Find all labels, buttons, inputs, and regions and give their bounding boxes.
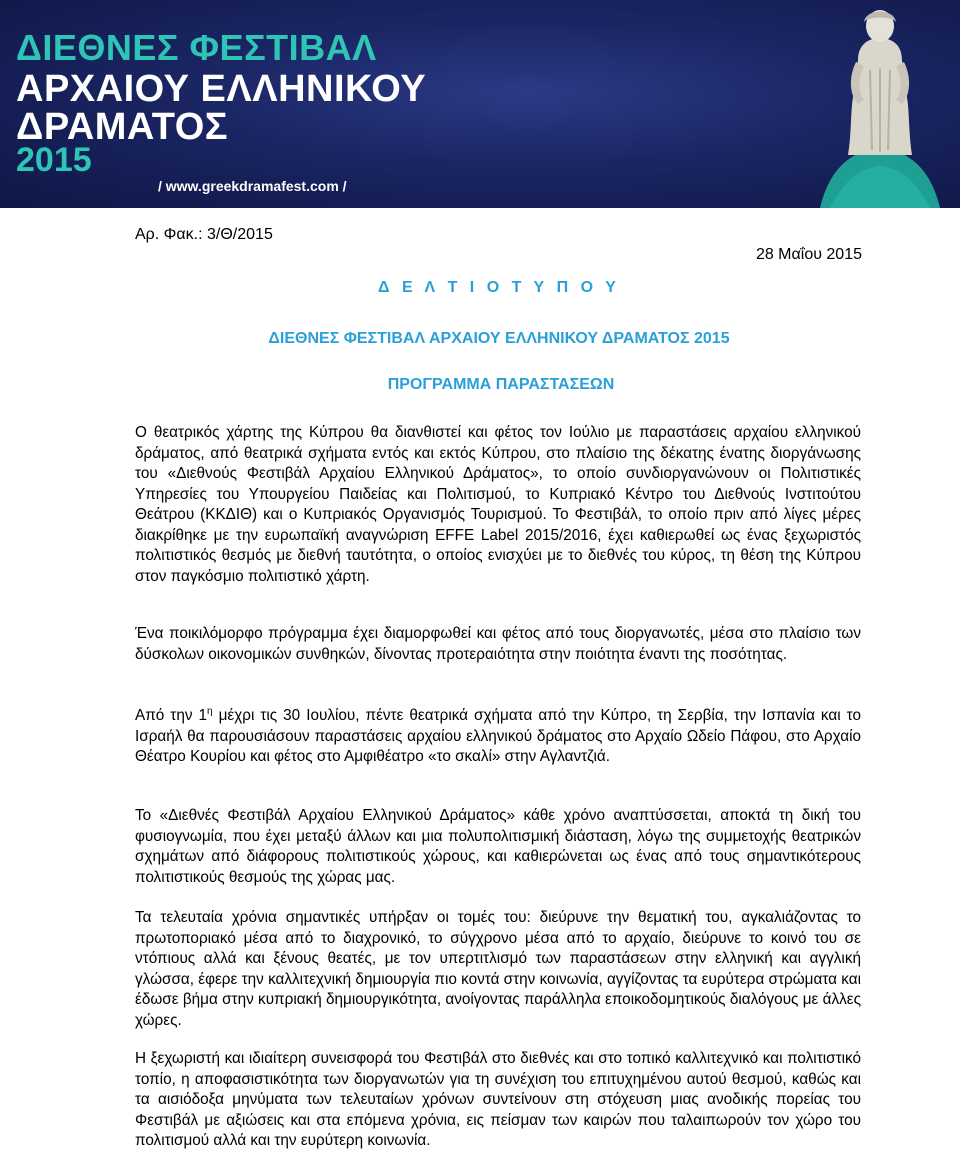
paragraph-3 xyxy=(135,706,861,768)
paragraph-3-rest: μέχρι τις 30 Ιουλίου, πέντε θεατρικά σχήματα από την Κύπρο, τη Σερβία, την Ισπανία και το Ισραήλ θα παρουσιάσουν παραστάσεις αρχαίου ελληνικού δράματος στο Αρχαίο Ωδείο Πάφου, στο Αρχαίο Θέατρο Κουρίου και φέτος στο Αμφιθέατρο «το σκαλί» στην Αγλαντζιά. xyxy=(135,707,861,765)
festival-banner xyxy=(0,0,960,208)
paragraph-2: Ένα ποικιλόμορφο πρόγραμμα έχει διαμορφωθεί και φέτος από τους διοργανωτές, μέσα στο πλαίσιο των δύσκολων οικονομικών συνθηκών, δίνοντας προτεραιότητα στην ποιότητα έναντι της ποσότητας. xyxy=(135,625,861,663)
paragraph-3-start: Από την 1 xyxy=(135,707,207,724)
banner-year: 2015 xyxy=(16,141,92,179)
paragraph-6: Η ξεχωριστή και ιδιαίτερη συνεισφορά του Φεστιβάλ στο διεθνές και στο τοπικό καλλιτεχνικό και πολιτιστικό τοπίο, η αποφασιστικότητα των διοργανωτών για τη συνέχιση του επιτυχημένου αυτού θεσμού, καθώς και τα αισιόδοξα μηνύματα των τελευταίων χρόνων συντείνουν στη στόχευση μιας ανοδικής πορείας του Φεστιβάλ με αξιώσεις και στα επόμενα χρόνια, εις πείσμαν των καιρών που ταλαιπωρούν τον χώρο του πολιτισμού αλλά και την ευρύτερη κοινωνία. xyxy=(135,1050,861,1149)
press-release-label: Δ Ε Λ Τ Ι Ο Τ Υ Π Ο Υ xyxy=(378,279,620,296)
file-number: Αρ. Φακ.: 3/Θ/2015 xyxy=(135,226,273,243)
statue-figure-icon xyxy=(800,0,960,208)
banner-title-line-1: ΔΙΕΘΝΕΣ ΦΕΣΤΙΒΑΛ xyxy=(16,27,377,68)
paragraph-5: Τα τελευταία χρόνια σημαντικές υπήρξαν οι τομές του: διεύρυνε την θεματική του, αγκαλιάζοντας το πρωτοποριακό μέσα από το διαχρονικό, το σύγχρονο μέσα από το αρχαίο, διεύρυνε το κοινό του σε ντόπιους αλλά και ξένους θεατές, με τον υπερτιτλισμό των παραστάσεων στην ελληνική και αγγλική γλώσσα, έφερε την καλλιτεχνική δημιουργία πιο κοντά στην κοινωνία, αγγίζοντας τα ευρύτερα στρώματα και έδωσε βήμα στην κυπριακή δημιουργικότητα, ανοίγοντας παράλληλα εποικοδομητικούς διαλόγους με άλλες χώρες. xyxy=(135,909,861,1029)
paragraph-1: Ο θεατρικός χάρτης της Κύπρου θα διανθιστεί και φέτος τον Ιούλιο με παραστάσεις αρχαίου ελληνικού δράματος, από θεατρικά σχήματα εντός και εκτός Κύπρου, στο πλαίσιο της δέκατης ένατης διοργάνωσης του «Διεθνούς Φεστιβάλ Αρχαίου Ελληνικού Δράματος», το οποίο συνδιοργανώνουν οι Πολιτιστικές Υπηρεσίες του Υπουργείου Παιδείας και Πολιτισμού, το Κυπριακό Κέντρο του Διεθνούς Ινστιτούτου Θεάτρου (ΚΚΔΙΘ) και ο Κυπριακός Οργανισμός Τουρισμού. Το Φεστιβάλ, το οποίο πριν από λίγες μέρες διακρίθηκε με την ευρωπαϊκή αναγνώριση EFFE Label 2015/2016, έχει καθιερωθεί ως ένας ξεχωριστός πολιτιστικός θεσμός με διεθνή ταυτότητα, ο οποίος ενισχύει με το διεθνές του κύρος, τη θέση της Κύπρου στον παγκόσμιο πολιτιστικό χάρτη. xyxy=(135,424,861,585)
paragraph-4: Το «Διεθνές Φεστιβάλ Αρχαίου Ελληνικού Δράματος» κάθε χρόνο αναπτύσσεται, αποκτά τη δική του φυσιογνωμία, που έχει μεταξύ άλλων και μια πολυπολιτισμική διάσταση, λόγω της συμμετοχής θεατρικών σχημάτων από διάφορους πολιτιστικούς χώρους, και καθιερώνεται ως ένας από τους σημαντικότερους πολιτιστικούς θεσμούς της χώρας μας. xyxy=(135,807,861,886)
banner-title-line-3: ΔΡΑΜΑΤΟΣ xyxy=(16,106,229,148)
ordinal-superscript: η xyxy=(207,705,213,717)
banner-website: / www.greekdramafest.com / xyxy=(158,178,347,194)
document-subtitle: ΠΡΟΓΡΑΜΜΑ ΠΑΡΑΣΤΑΣΕΩΝ xyxy=(387,376,615,393)
document-title: ΔΙΕΘΝΕΣ ΦΕΣΤΙΒΑΛ ΑΡΧΑΙΟΥ ΕΛΛΗΝΙΚΟΥ ΔΡΑΜΑΤΟΣ 2015 xyxy=(268,330,730,347)
banner-title-line-2: ΑΡΧΑΙΟΥ ΕΛΛΗΝΙΚΟΥ xyxy=(16,68,427,110)
release-date: 28 Μαΐου 2015 xyxy=(755,246,862,263)
